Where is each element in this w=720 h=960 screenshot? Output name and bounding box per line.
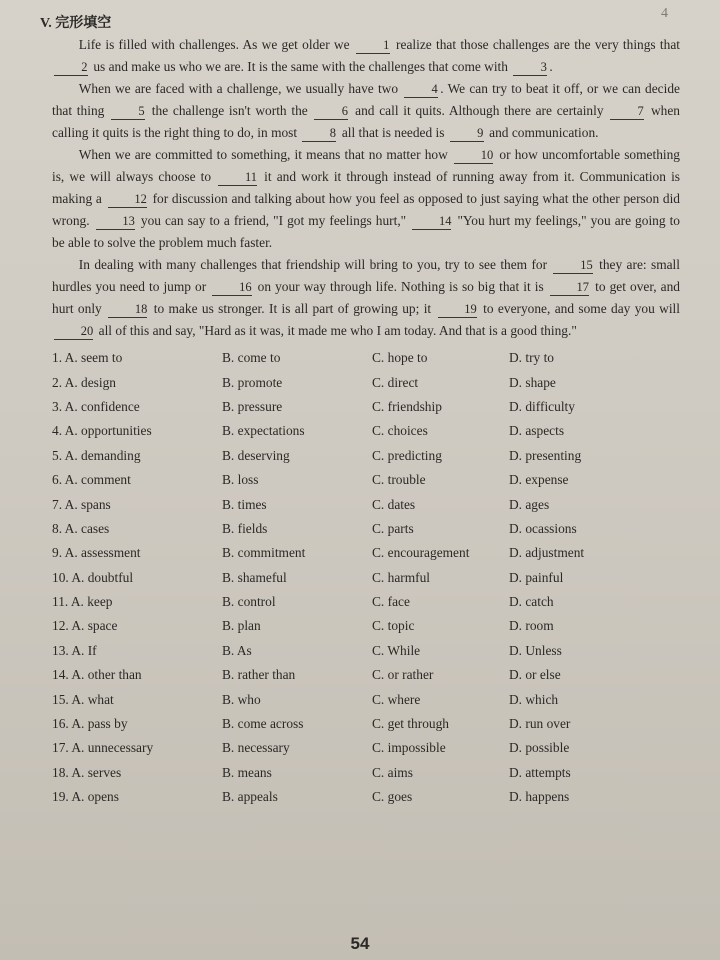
option-row bbox=[52, 663, 680, 687]
passage-paragraph bbox=[52, 34, 680, 78]
blank-10[interactable]: 10 bbox=[454, 147, 493, 164]
option-1-B[interactable]: B. come to bbox=[222, 350, 281, 366]
blank-1[interactable]: 1 bbox=[356, 37, 390, 54]
option-13-D[interactable]: D. Unless bbox=[509, 642, 562, 658]
passage-paragraph bbox=[52, 144, 680, 254]
option-1-C[interactable]: C. hope to bbox=[372, 350, 428, 366]
option-13-A[interactable]: 13. A. If bbox=[52, 642, 97, 658]
blank-20[interactable]: 20 bbox=[54, 323, 93, 340]
passage-text: for discussion and talking about how you feel as opposed to just saying what the other person did wrong. bbox=[52, 191, 680, 228]
option-row bbox=[52, 541, 680, 565]
option-2-B[interactable]: B. promote bbox=[222, 374, 283, 390]
option-17-C[interactable]: C. impossible bbox=[372, 740, 446, 756]
option-11-A[interactable]: 11. A. keep bbox=[52, 594, 113, 610]
option-3-A[interactable]: 3. A. confidence bbox=[52, 398, 140, 414]
option-row bbox=[52, 566, 680, 590]
option-9-B[interactable]: B. commitment bbox=[222, 545, 306, 561]
option-row bbox=[52, 492, 680, 516]
option-4-D[interactable]: D. aspects bbox=[509, 423, 565, 439]
option-15-C[interactable]: C. where bbox=[372, 691, 421, 707]
passage-text: When we are faced with a challenge, we usually have two bbox=[78, 81, 403, 96]
option-19-B[interactable]: B. appeals bbox=[222, 789, 278, 805]
option-18-C[interactable]: C. aims bbox=[372, 764, 413, 780]
option-2-A[interactable]: 2. A. design bbox=[52, 374, 116, 390]
option-row bbox=[52, 712, 680, 736]
blank-13[interactable]: 13 bbox=[96, 213, 135, 230]
option-row bbox=[52, 517, 680, 541]
passage-paragraph bbox=[52, 78, 680, 144]
blank-9[interactable]: 9 bbox=[450, 125, 484, 142]
option-5-D[interactable]: D. presenting bbox=[509, 447, 582, 463]
passage-text: all that is needed is bbox=[338, 125, 448, 140]
option-row bbox=[52, 346, 680, 370]
option-row bbox=[52, 639, 680, 663]
passage-text: . We can try to beat it off, or we can decide that thing bbox=[52, 81, 680, 118]
option-2-D[interactable]: D. shape bbox=[509, 374, 556, 390]
passage-text: when calling it quits is the right thing to do, in most bbox=[52, 103, 680, 140]
option-7-A[interactable]: 7. A. spans bbox=[52, 496, 111, 512]
option-18-D[interactable]: D. attempts bbox=[509, 764, 571, 780]
option-8-C[interactable]: C. parts bbox=[372, 520, 414, 536]
option-row bbox=[52, 395, 680, 419]
option-8-A[interactable]: 8. A. cases bbox=[52, 520, 110, 536]
option-14-D[interactable]: D. or else bbox=[509, 667, 561, 683]
option-row bbox=[52, 785, 680, 809]
option-12-A[interactable]: 12. A. space bbox=[52, 618, 118, 634]
option-10-D[interactable]: D. painful bbox=[509, 569, 564, 585]
page-number: 54 bbox=[350, 934, 370, 953]
passage-text: to make us stronger. It is all part of growing up; it bbox=[149, 301, 436, 316]
blank-14[interactable]: 14 bbox=[412, 213, 451, 230]
answer-options bbox=[52, 346, 680, 809]
option-5-C[interactable]: C. predicting bbox=[372, 447, 442, 463]
passage-text: on your way through life. Nothing is so big that it is bbox=[253, 279, 548, 294]
section-title: V. 完形填空 bbox=[40, 16, 112, 31]
blank-15[interactable]: 15 bbox=[553, 257, 592, 274]
option-10-A[interactable]: 10. A. doubtful bbox=[52, 569, 134, 585]
option-7-B[interactable]: B. times bbox=[222, 496, 267, 512]
option-1-A[interactable]: 1. A. seem to bbox=[52, 350, 123, 366]
passage-paragraph bbox=[52, 254, 680, 342]
cloze-passage bbox=[52, 34, 680, 342]
option-17-A[interactable]: 17. A. unnecessary bbox=[52, 740, 154, 756]
option-15-B[interactable]: B. who bbox=[222, 691, 261, 707]
option-12-C[interactable]: C. topic bbox=[372, 618, 415, 634]
blank-19[interactable]: 19 bbox=[438, 301, 477, 318]
option-16-D[interactable]: D. run over bbox=[509, 716, 571, 732]
blank-3[interactable]: 3 bbox=[513, 59, 547, 76]
blank-12[interactable]: 12 bbox=[108, 191, 147, 208]
blank-4[interactable]: 4 bbox=[404, 81, 438, 98]
option-13-C[interactable]: C. While bbox=[372, 642, 421, 658]
option-5-A[interactable]: 5. A. demanding bbox=[52, 447, 141, 463]
blank-17[interactable]: 17 bbox=[550, 279, 589, 296]
option-1-D[interactable]: D. try to bbox=[509, 350, 555, 366]
option-11-D[interactable]: D. catch bbox=[509, 594, 554, 610]
passage-text: it and work it through instead of running away from it. Communication is making a bbox=[52, 169, 680, 206]
passage-text: you can say to a friend, "I got my feelings hurt," bbox=[136, 213, 411, 228]
option-row bbox=[52, 736, 680, 760]
option-9-A[interactable]: 9. A. assessment bbox=[52, 545, 141, 561]
option-15-D[interactable]: D. which bbox=[509, 691, 559, 707]
blank-16[interactable]: 16 bbox=[212, 279, 251, 296]
corner-mark: 4 bbox=[661, 6, 668, 21]
passage-text: the challenge isn't worth the bbox=[147, 103, 313, 118]
option-16-B[interactable]: B. come across bbox=[222, 716, 304, 732]
blank-6[interactable]: 6 bbox=[314, 103, 348, 120]
option-11-C[interactable]: C. face bbox=[372, 594, 410, 610]
passage-text: or how uncomfortable something is, we will always choose to bbox=[52, 147, 681, 184]
option-19-D[interactable]: D. happens bbox=[509, 789, 570, 805]
option-row bbox=[52, 614, 680, 638]
option-6-A[interactable]: 6. A. comment bbox=[52, 472, 131, 488]
option-6-B[interactable]: B. loss bbox=[222, 472, 259, 488]
option-16-C[interactable]: C. get through bbox=[372, 716, 449, 732]
option-4-B[interactable]: B. expectations bbox=[222, 423, 305, 439]
option-3-D[interactable]: D. difficulty bbox=[509, 398, 575, 414]
blank-11[interactable]: 11 bbox=[218, 169, 257, 186]
option-8-D[interactable]: D. ocassions bbox=[509, 520, 577, 536]
option-2-C[interactable]: C. direct bbox=[372, 374, 419, 390]
passage-text: In dealing with many challenges that friendship will bring to you, try to see them for bbox=[78, 257, 552, 272]
option-row bbox=[52, 444, 680, 468]
passage-text: to get over, and hurt only bbox=[52, 279, 681, 316]
option-6-D[interactable]: D. expense bbox=[509, 472, 569, 488]
option-10-B[interactable]: B. shameful bbox=[222, 569, 287, 585]
option-15-A[interactable]: 15. A. what bbox=[52, 691, 114, 707]
option-7-D[interactable]: D. ages bbox=[509, 496, 550, 512]
option-row bbox=[52, 687, 680, 711]
blank-7[interactable]: 7 bbox=[610, 103, 644, 120]
option-11-B[interactable]: B. control bbox=[222, 594, 276, 610]
passage-text: and call it quits. Although there are certainly bbox=[350, 103, 609, 118]
passage-text: all of this and say, "Hard as it was, it made me who I am today. And that is a good thing." bbox=[95, 323, 577, 338]
option-17-B[interactable]: B. necessary bbox=[222, 740, 290, 756]
passage-text: "You hurt my feelings," you are going to be able to solve the problem much faster. bbox=[52, 213, 680, 250]
option-8-B[interactable]: B. fields bbox=[222, 520, 268, 536]
option-18-B[interactable]: B. means bbox=[222, 764, 272, 780]
option-9-D[interactable]: D. adjustment bbox=[509, 545, 585, 561]
option-5-B[interactable]: B. deserving bbox=[222, 447, 290, 463]
option-row bbox=[52, 590, 680, 614]
passage-text: they are: small hurdles you need to jump or bbox=[52, 257, 680, 294]
passage-text: Life is filled with challenges. As we get older we bbox=[78, 37, 354, 52]
passage-text: us and make us who we are. It is the same with the challenges that come with bbox=[90, 59, 512, 74]
passage-text: realize that those challenges are the very things that bbox=[391, 37, 680, 52]
option-row bbox=[52, 419, 680, 443]
option-13-B[interactable]: B. As bbox=[222, 642, 252, 658]
option-row bbox=[52, 761, 680, 785]
option-12-B[interactable]: B. plan bbox=[222, 618, 261, 634]
passage-text: When we are committed to something, it means that no matter how bbox=[78, 147, 452, 162]
passage-text: to everyone, and some day you will bbox=[478, 301, 680, 316]
blank-2[interactable]: 2 bbox=[54, 59, 88, 76]
option-16-A[interactable]: 16. A. pass by bbox=[52, 716, 128, 732]
option-4-C[interactable]: C. choices bbox=[372, 423, 428, 439]
blank-8[interactable]: 8 bbox=[302, 125, 336, 142]
option-9-C[interactable]: C. encouragement bbox=[372, 545, 470, 561]
option-4-A[interactable]: 4. A. opportunities bbox=[52, 423, 152, 439]
option-7-C[interactable]: C. dates bbox=[372, 496, 416, 512]
option-14-B[interactable]: B. rather than bbox=[222, 667, 296, 683]
option-14-C[interactable]: C. or rather bbox=[372, 667, 434, 683]
option-14-A[interactable]: 14. A. other than bbox=[52, 667, 142, 683]
passage-text: and communication. bbox=[485, 125, 599, 140]
option-3-B[interactable]: B. pressure bbox=[222, 398, 283, 414]
option-3-C[interactable]: C. friendship bbox=[372, 398, 442, 414]
passage-text: . bbox=[549, 59, 553, 74]
option-19-C[interactable]: C. goes bbox=[372, 789, 413, 805]
option-6-C[interactable]: C. trouble bbox=[372, 472, 426, 488]
option-19-A[interactable]: 19. A. opens bbox=[52, 789, 119, 805]
option-row bbox=[52, 468, 680, 492]
option-row bbox=[52, 370, 680, 394]
option-17-D[interactable]: D. possible bbox=[509, 740, 570, 756]
blank-5[interactable]: 5 bbox=[111, 103, 145, 120]
option-18-A[interactable]: 18. A. serves bbox=[52, 764, 122, 780]
blank-18[interactable]: 18 bbox=[108, 301, 147, 318]
option-12-D[interactable]: D. room bbox=[509, 618, 554, 634]
option-10-C[interactable]: C. harmful bbox=[372, 569, 431, 585]
